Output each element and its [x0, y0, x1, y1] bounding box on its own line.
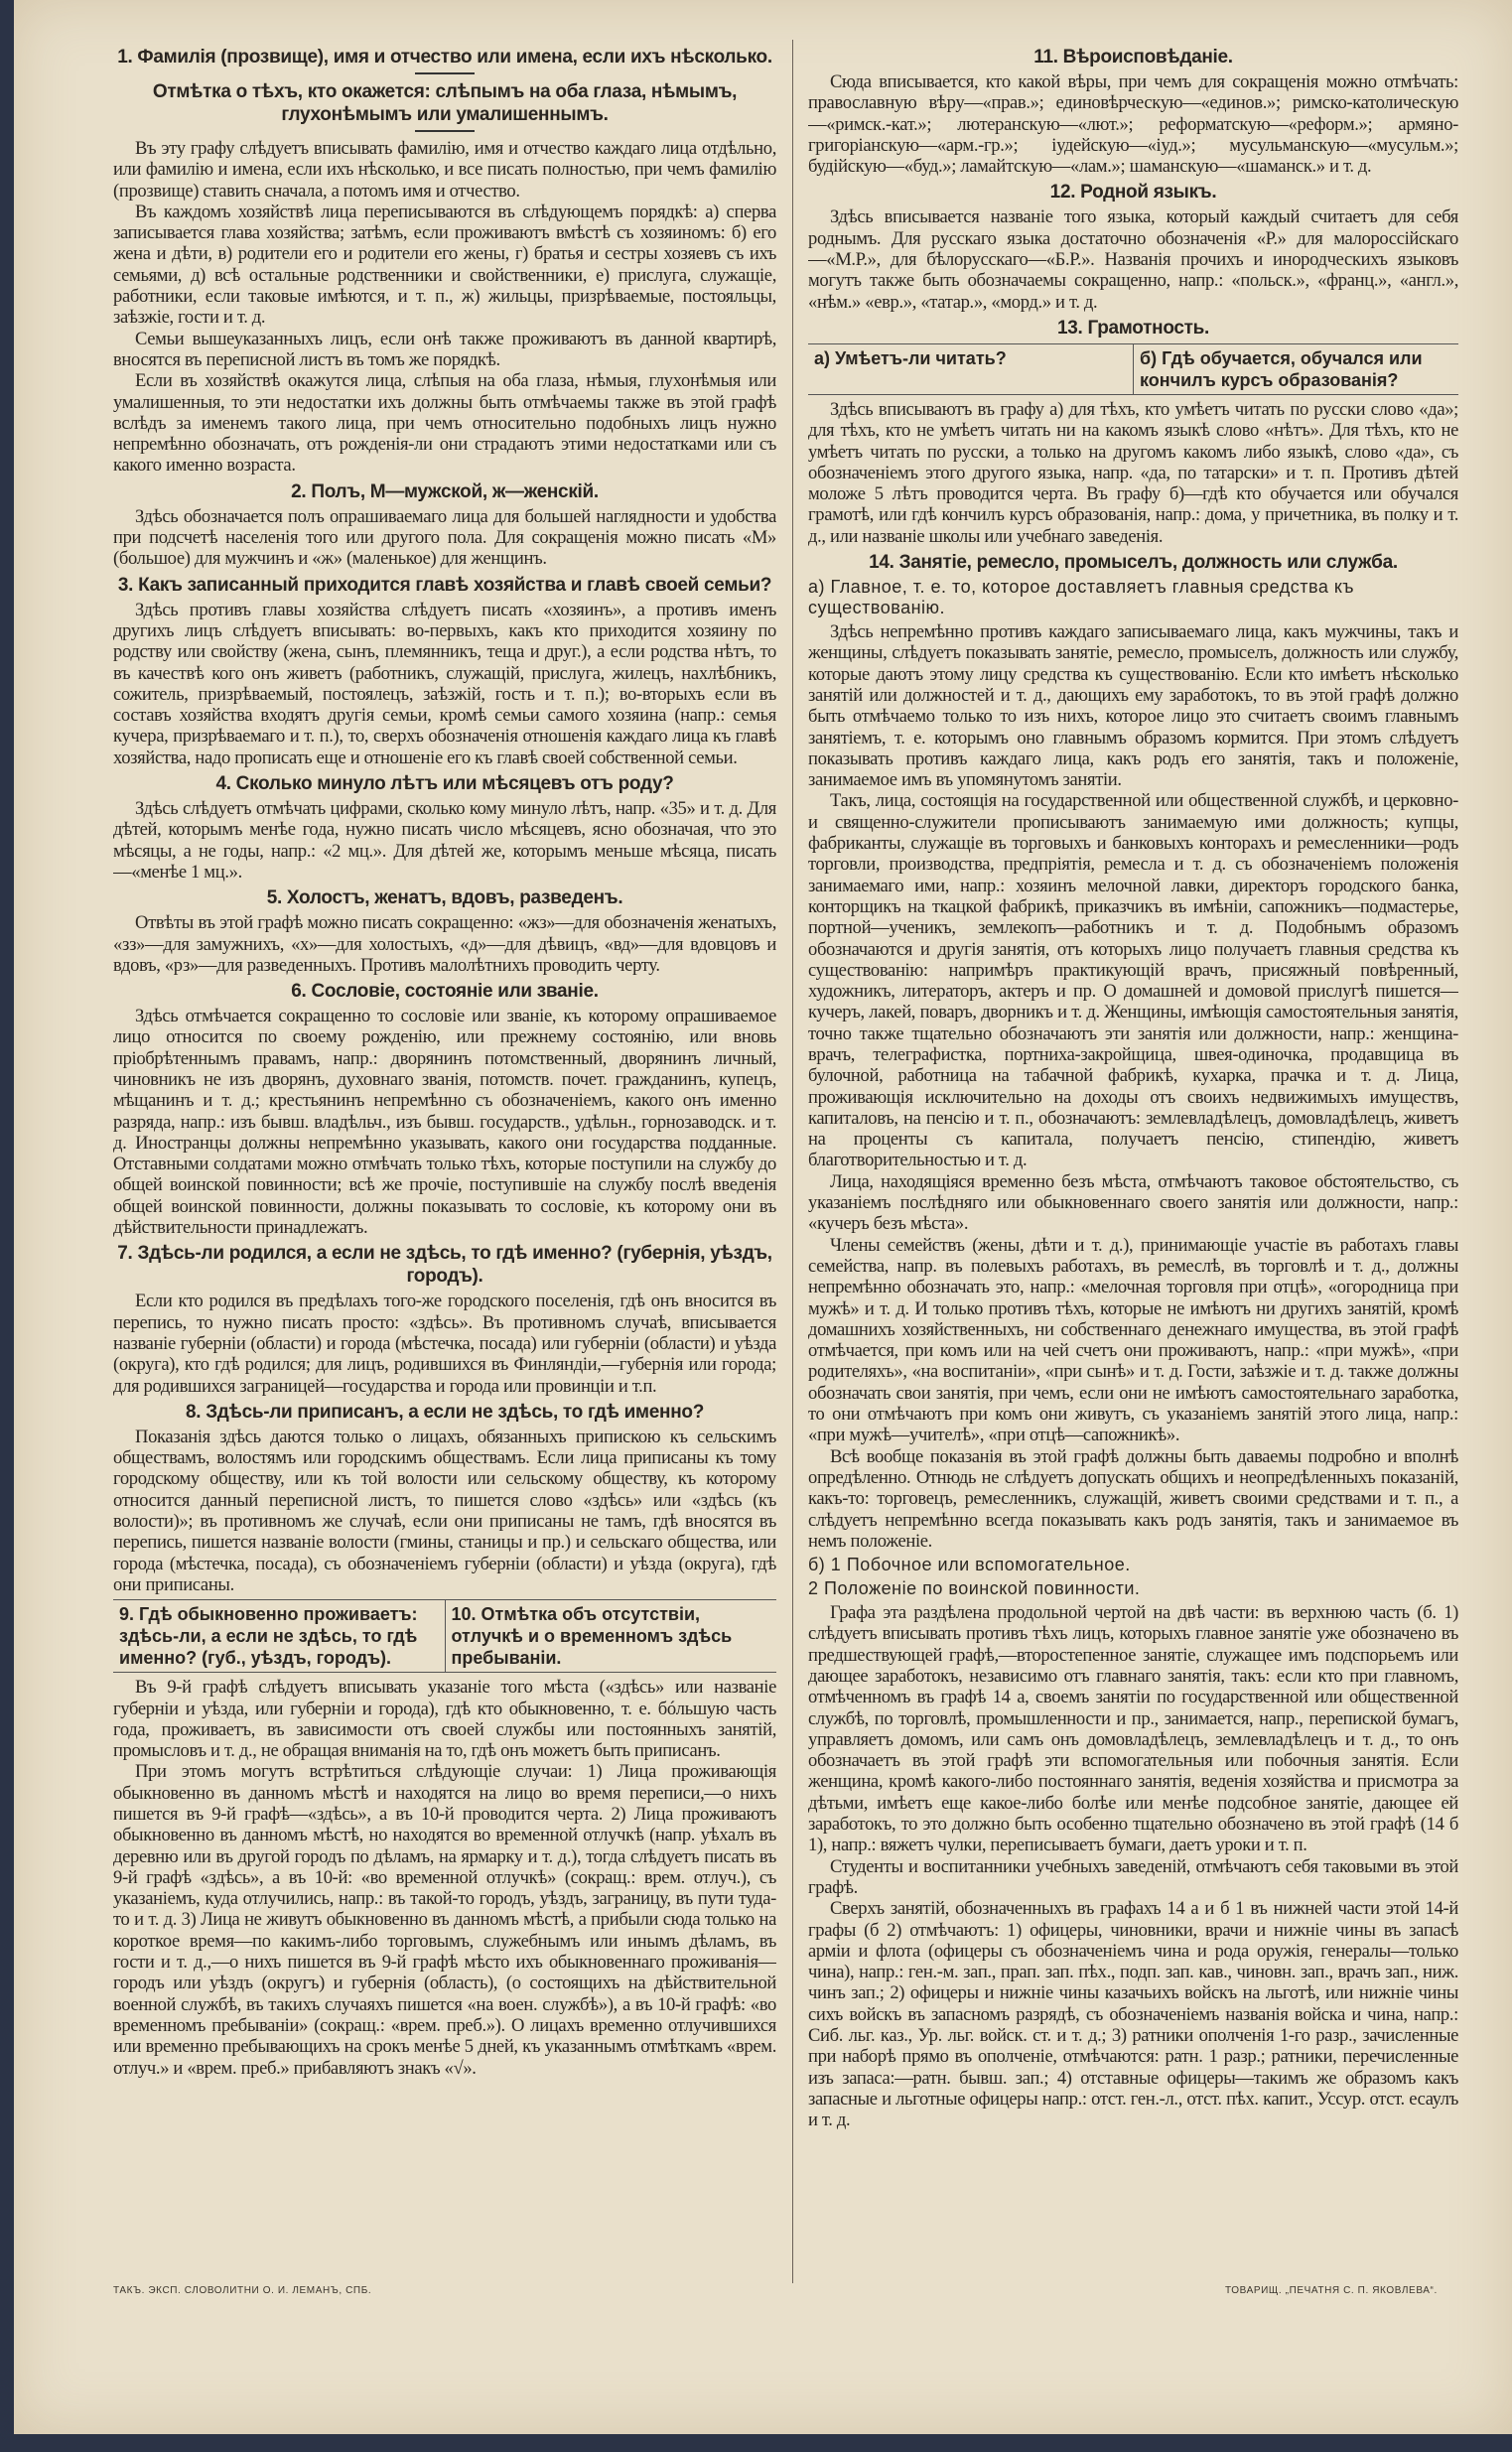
footer-typefoundry: ТАКЪ. ЭКСП. СЛОВОЛИТНИ О. И. ЛЕМАНЪ, СПБ. [113, 2285, 372, 2296]
section-heading: 4. Сколько минуло лѣтъ или мѣсяцевъ отъ роду? [215, 773, 674, 795]
heading-rule [415, 72, 475, 74]
paragraph: Студенты и воспитанники учебныхъ заведеній, отмѣчаютъ себя таковыми въ этой графѣ. [808, 1855, 1458, 1898]
paragraph: Такъ, лица, состоящія на государственной или общественной службѣ, и церковно- и священно-служители прописываютъ занимаемую ими должность; купцы, фабриканты, служащіе въ торговыхъ и банковыхъ конторахъ и ремесленники—родъ торговли, производства, предпріятія, ремесла и т. д. съ обозначеніемъ положенія занимаемаго ими, напр.: хозяинъ мелочной лавки, директоръ городского банка, конторщикъ на ткацкой фабрикѣ, приказчикъ въ имѣніи, сапожникъ—подмастерье, портной—ученикъ, землекопъ—работникъ и т. д. Подобнымъ образомъ обозначаются и другія занятія, отъ которыхъ лицо получаетъ главныя средства къ существованію: напримѣръ практикующій врачъ, присяжный повѣренный, художникъ, литераторъ, актеръ и пр. О домашней и домовой прислугѣ пишется—кучеръ, лакей, поваръ, дворникъ и т. д. Женщины, имѣющія самостоятельныя занятія, точно также тщательно обозначаютъ эти занятія или должности, напр.: женщина-врачъ, телеграфистка, портниха-закройщица, швея-одиночка, продавщица въ булочной, работница на табачной фабрикѣ, кухарка, прачка и т. д. Лица, проживающія исключительно на доходы отъ своихъ недвижимыхъ имуществъ, капиталовъ, на пенсію и т. п., обозначаютъ: землевладѣлецъ, домовладѣлецъ, живетъ на проценты съ капитала, получаетъ пенсію, стипендію, живетъ благотворительностью и т. д. [808, 790, 1458, 1171]
left-column [113, 42, 776, 2280]
paragraph: Здѣсь отмѣчается сокращенно то сословіе или званіе, къ которому опрашиваемое лицо относится по своему рожденію, или прежнему состоянію, или вновь пріобрѣтеннымъ правамъ, напр.: дворянинъ потомственный, дворянинъ личный, чиновникъ не изъ дворянъ, духовнаго званія, потомств. почет. гражданинъ, купецъ, мѣщанинъ и т. д.; крестьянинъ непремѣнно съ обозначеніемъ, какого онъ именно разряда, напр.: изъ бывш. владѣльч., изъ бывш. государств., удѣльн., горнозаводск. и т. д. Иностранцы должны непремѣнно указывать, какого они государства подданные. Отставными солдатами можно отмѣчать только тѣхъ, которые поступили на службу до общей воинской повинности; всѣ же прочіе, поступившіе на службу послѣ введенія общей воинской повинности, должны показывать то сословіе, къ которому они въ дѣйствительности принадлежатъ. [113, 1006, 776, 1239]
section-heading: 2. Полъ, М—мужской, ж—женскій. [291, 480, 599, 502]
section-heading: 12. Родной языкъ. [1049, 182, 1217, 204]
paragraph: Отвѣты въ этой графѣ можно писать сокращенно: «жз»—для обозначенія женатыхъ, «зз»—для замужнихъ, «х»—для холостыхъ, «д»—для дѣвицъ, «вд»—для вдовцовъ и вдовъ, «рз»—для разведенныхъ. Противъ малолѣтнихъ проводить черту. [113, 912, 776, 976]
section-heading: 1. Фамилія (прозвище), имя и отчество или имена, если ихъ нѣсколько. [117, 47, 772, 68]
paragraph: При этомъ могутъ встрѣтиться слѣдующіе случаи: 1) Лица проживающія обыкновенно въ данномъ мѣстѣ и находятся на лицо во время переписи,—о нихъ пишется въ 9-й графѣ—«здѣсь», а въ 10-й проводится черта. 2) Лица проживаютъ обыкновенно въ данномъ мѣстѣ, но находятся во временной отлучкѣ (напр. уѣхалъ въ деревню или въ другой городъ по дѣламъ, на ярмарку и т. д.), тогда слѣдуетъ писать въ 9-й графѣ «здѣсь», а въ 10-й: «во временной отлучкѣ» (сокращ.: врем. отлуч.), съ указаніемъ, куда отлучились, напр.: въ такой-то городъ, уѣздъ, заграницу, въ пути туда-то и т. д. 3) Лица не живутъ обыкновенно въ данномъ мѣстѣ, а прибыли сюда только на короткое время—по какимъ-либо торговымъ, служебнымъ или инымъ дѣламъ, въ гости и т. д.,—о нихъ пишется въ 9-й графѣ мѣсто ихъ обыкновеннаго проживанія—городъ или уѣздъ (округъ) и губернія (область), (о состоящихъ на дѣйствительной военной службѣ, въ такихъ случаяхъ пишется «на воен. службѣ»), а въ 10-й графѣ: «во временномъ пребываніи» (сокращ.: «врем. преб.»). О лицахъ временно отлучившихся или временно пребывающихъ на срокъ менѣе 5 дней, къ указаннымъ отмѣткамъ «врем. отлуч.» и «врем. преб.» прибавляютъ знакъ «√». [113, 1761, 776, 2079]
paragraph: Здѣсь непремѣнно противъ каждаго записываемаго лица, какъ мужчины, такъ и женщины, слѣдуетъ показывать занятіе, ремесло, промыселъ, должность или службу, которые даютъ этому лицу средства къ существованію. Если кто имѣетъ нѣсколько занятій или должностей и т. д., дающихъ ему заработокъ, то въ этой графѣ должно быть отмѣчаемо только то изъ нихъ, которое лицо это считаетъ своимъ главнымъ занятіемъ, т. е. которымъ оно главнымъ образомъ кормится. При этомъ слѣдуетъ показывать противъ каждаго лица, какъ родъ его занятія, такъ и положеніе, занимаемое имъ въ упомянутомъ занятіи. [808, 621, 1458, 791]
paragraph: Лица, находящіяся временно безъ мѣста, отмѣчаютъ таковое обстоятельство, съ указаніемъ послѣдняго или обыкновеннаго своего занятія или должности, напр.: «кучеръ безъ мѣста». [808, 1170, 1458, 1235]
section-heading: 8. Здѣсь-ли приписанъ, а если не здѣсь, то гдѣ именно? [185, 1401, 705, 1423]
column-divider [792, 40, 793, 2283]
paragraph: Семьи вышеуказанныхъ лицъ, если онѣ также проживаютъ въ данной квартирѣ, вносятся въ переписной листъ въ томъ же порядкѣ. [113, 328, 776, 370]
split-heading [808, 343, 1458, 395]
paragraph: Всѣ вообще показанія въ этой графѣ должны быть даваемы подробно и вполнѣ опредѣленно. Отнюдь не слѣдуетъ допускать общихъ и неопредѣленныхъ показаній, какъ-то: торговецъ, ремесленникъ, служащій, живетъ своими средствами и т. п., а слѣдуетъ непремѣнно всегда показывать какъ родъ занятія, такъ и занимаемое въ немъ положеніе. [808, 1445, 1458, 1552]
paragraph: Здѣсь обозначается полъ опрашиваемаго лица для большей наглядности и удобства при подсчетѣ населенія того или другого пола. Для сокращенія можно писать «М» (большое) для мужчинъ и «ж» (маленькое) для женщинъ. [113, 505, 776, 570]
paragraph: Если въ хозяйствѣ окажутся лица, слѣпыя на оба глаза, нѣмыя, глухонѣмыя или умалишенныя, то эти недостатки ихъ должны быть отмѣчаемы также въ этой графѣ вслѣдъ за именемъ такого лица, при чемъ относительно подобныхъ лицъ нужно непремѣнно обозначать, отъ рожденія-ли они страдаютъ этими недостатками или съ какого именно возраста. [113, 370, 776, 477]
footer-printer: ТОВАРИЩ. „ПЕЧАТНЯ С. П. ЯКОВЛЕВА“. [1225, 2285, 1438, 2296]
section-heading: 13. Грамотность. [1056, 317, 1210, 339]
section-heading: Отмѣтка о тѣхъ, кто окажется: слѣпымъ на оба глаза, нѣмымъ, глухонѣмымъ или умалишеннымъ. [152, 81, 738, 125]
paragraph: Сверхъ занятій, обозначенныхъ въ графахъ 14 а и б 1 въ нижней части этой 14-й графы (б 2) отмѣчаютъ: 1) офицеры, чиновники, врачи и нижніе чины въ запасѣ арміи и флота (офицеры съ обозначеніемъ чина и рода оружія, генералы—только чина), напр.: ген.-м. зап., прап. зап. пѣх., подп. зап. кав., чиновн. зап., врачъ зап., ниж. чинъ зап.; 2) офицеры и нижніе чины казачьихъ войскъ на льготѣ, или нижніе чины сихъ войскъ въ запасномъ разрядѣ, съ обозначеніемъ названія войска и чина, напр.: Сиб. льг. каз., Ур. льг. войск. ст. и т. д.; 3) ратники ополченія 1-го разр., зачисленные при наборѣ прямо въ ополченіе, отмѣчаются: ратн. 1 разр.; ратники, перечисленные изъ запаса:—ратн. бывш. зап.; 4) отставные офицеры—такимъ же образомъ какъ запасные и льготные офицеры напр.: отст. ген.-л., отст. пѣх. капит., Уссур. отст. есаулъ и т. д. [808, 1898, 1458, 2131]
paragraph: Здѣсь вписываютъ въ графу а) для тѣхъ, кто умѣетъ читать по русски слово «да»; для тѣхъ, кто не умѣетъ читать ни на какомъ языкѣ слово «нѣтъ». Для тѣхъ, кто не умѣетъ читать по русски, а только на другомъ какомъ либо языкѣ, слово «да», съ обозначеніемъ этого другого языка, напр. «да, по татарски» и т. п. Противъ дѣтей моложе 5 лѣтъ проводится черта. Въ графу б)—гдѣ кто обучается или обучался грамотѣ, или гдѣ кончилъ курсъ образованія, напр.: дома, у причетника, въ полку и т. д., или названіе школы или учебнаго заведенія. [808, 398, 1458, 547]
section-heading: 3. Какъ записанный приходится главѣ хозяйства и главѣ своей семьи? [117, 574, 772, 596]
paragraph: Графа эта раздѣлена продольной чертой на двѣ части: въ верхнюю часть (б. 1) слѣдуетъ вписывать противъ тѣхъ лицъ, которыхъ главное занятіе уже обозначено въ предшествующей графѣ,—второстепенное занятіе, служащее имъ подспорьемъ или дающее заработокъ, независимо отъ главнаго занятія, такъ: если кто при главномъ, отмѣченномъ въ графѣ 14 а, своемъ занятіи по государственной или общественной службѣ, по торговлѣ, промышленности и пр., занимается, напр., перепиской бумагъ, управляетъ домомъ, или самъ онъ домовладѣлецъ, землевладѣлецъ и т. д., то онъ обозначаетъ въ этой графѣ эти вспомогательныя или побочныя занятія. Если женщина, кромѣ какого-либо постояннаго занятія, веденія хозяйства и присмотра за дѣтьми, имѣетъ еще какое-либо болѣе или менѣе подсобное занятіе, дающее ей заработокъ, то это должно быть особенно тщательно обозначено въ этой графѣ (14 б 1), напр.: вяжетъ чулки, переписываетъ бумаги, даетъ уроки и т. п. [808, 1602, 1458, 1856]
paragraph: Если кто родился въ предѣлахъ того-же городского поселенія, гдѣ онъ вносится въ перепись, то нужно писать просто: «здѣсь». Въ противномъ случаѣ, вписывается названіе губерніи (области) и города (мѣстечка, посада) или губерніи (области) и уѣзда (округа), кто гдѣ родился; для лицъ, родившихся въ Финляндіи,—губернія или города; для родившихся заграницей—государства и города или провинціи и т.п. [113, 1291, 776, 1397]
paragraph: Въ 9-й графѣ слѣдуетъ вписывать указаніе того мѣста («здѣсь» или названіе губерніи и уѣзда, или губерніи и города), гдѣ кто обыкновенно, т. е. бóльшую часть года, проживаетъ, въ зависимости отъ своей службы или постоянныхъ занятій, промысловъ и т. д., не обращая вниманія на то, гдѣ онъ можетъ быть приписанъ. [113, 1677, 776, 1762]
paragraph: Члены семействъ (жены, дѣти и т. д.), принимающіе участіе въ работахъ главы семейства, напр. въ полевыхъ работахъ, въ ремеслѣ, въ торговлѣ и т. д., должны непремѣнно обозначать это, напр.: «мелочная торговля при отцѣ», «огородница при мужѣ» и т. д. И только противъ тѣхъ, которые не имѣютъ ни другихъ занятій, кромѣ домашнихъ хозяйственныхъ, ни собственнаго денежнаго имущества, въ этой графѣ отмѣчается, при комъ или на чей счетъ они проживаютъ, напр.: «при мужѣ», «при родителяхъ», «на воспитаніи», «при сынѣ» и т. д. Гости, заѣзжіе и т. д. также должны обозначать свои занятія, при чемъ, если они не имѣютъ самостоятельнаго заработка, то они отмѣчаютъ при комъ они живутъ, съ указаніемъ занятій этого лица, напр.: «при мужѣ—учителѣ», «при отцѣ—сапожникѣ». [808, 1234, 1458, 1446]
split-heading-cell: а) Умѣетъ-ли читать? [808, 344, 1134, 394]
split-heading-cell: 9. Гдѣ обыкновенно проживаетъ: здѣсь-ли, а если не здѣсь, то гдѣ именно? (губ., уѣздъ, городъ). [113, 1600, 446, 1672]
paragraph: Въ каждомъ хозяйствѣ лица переписываются въ слѣдующемъ порядкѣ: а) сперва записывается глава хозяйства; затѣмъ, если проживаютъ вмѣстѣ съ хозяиномъ: б) его жена и дѣти, в) родители его и родители его жены, г) братья и сестры хозяевъ съ ихъ семьями, д) всѣ остальные родственники и свойственники, е) прислуга, служащіе, работники, если таковые имѣются, и т. п., ж) жильцы, призрѣваемые, постояльцы, заѣзжіе, гости и т. д. [113, 201, 776, 329]
split-heading [113, 1599, 776, 1673]
subsection-heading: а) Главное, т. е. то, которое доставляетъ главныя средства къ существованію. [808, 577, 1354, 618]
paragraph: Въ эту графу слѣдуетъ вписывать фамилію, имя и отчество каждаго лица отдѣльно, или фамилію и имена, если ихъ нѣсколько, и все писать полностью, при чемъ фамилію (прозвище) ставить сначала, а потомъ имя и отчество. [113, 138, 776, 202]
paragraph: Здѣсь вписывается названіе того языка, который каждый считаетъ для себя роднымъ. Для русскаго языка достаточно обозначенія «Р.» для малороссійскаго—«М.Р.», для бѣлорусскаго—«Б.Р.». Названія прочихъ и инородческихъ языковъ могутъ также быть обозначаемы сокращенно, напр.: «польск.», «франц.», «англ.», «нѣм.» «евр.», «татар.», «морд.» и т. д. [808, 206, 1458, 313]
section-heading: 6. Сословіе, состояніе или званіе. [291, 981, 599, 1003]
right-column [808, 42, 1458, 2280]
paragraph: Здѣсь слѣдуетъ отмѣчать цифрами, сколько кому минуло лѣтъ, напр. «35» и т. д. Для дѣтей, которымъ менѣе года, нужно писать число мѣсяцевъ, ясно обозначая, что это мѣсяцы, а не годы, напр.: «2 мц.». Для дѣтей же, которымъ меньше мѣсяца, писать—«менѣе 1 мц.». [113, 798, 776, 883]
heading-rule [415, 130, 475, 132]
split-heading-cell: 10. Отмѣтка объ отсутствіи, отлучкѣ и о временномъ здѣсь пребываніи. [451, 1604, 733, 1669]
section-heading: 11. Вѣроисповѣданіе. [1033, 47, 1233, 68]
subsection-heading: б) 1 Побочное или вспомогательное. [808, 1555, 1131, 1575]
paragraph: Показанія здѣсь даются только о лицахъ, обязанныхъ припискою къ сельскимъ обществамъ, волостямъ или городскимъ обществамъ. Если лица приписаны къ тому городскому обществу, или къ той волости или сельскому обществу, къ которому относится данный переписной листъ, то пишется слово «здѣсь» или «здѣсь (къ волости)»; въ противномъ же случаѣ, если они приписаны не тамъ, гдѣ вносятся въ перепись, пишется названіе волости (гмины, станицы и пр.) и сельскаго общества, или города (мѣстечка, посада), съ обозначеніемъ губерніи (области) и уѣзда (округа), гдѣ они приписаны. [113, 1426, 776, 1595]
census-instruction-sheet [14, 0, 1512, 2434]
split-heading-cell: б) Гдѣ обучается, обучался или кончилъ курсъ образованія? [1140, 347, 1423, 390]
section-heading: 14. Занятіе, ремесло, промыселъ, должность или служба. [869, 552, 1398, 574]
paragraph: Здѣсь противъ главы хозяйства слѣдуетъ писать «хозяинъ», а противъ именъ другихъ лицъ слѣдуетъ вписывать: во-первыхъ, какъ кто приходится хозяину по родству или свойству (жена, сынъ, племянникъ, теща и друг.), а если родства нѣтъ, то въ качествѣ кого онъ живетъ (работникъ, служащій, прислуга, жилецъ, нахлѣбникъ, сожитель, призрѣваемый, постоялецъ, заѣзжій, гость и т. п.); во-вторыхъ если въ составъ хозяйства входятъ другія семьи, кромѣ семьи самого хозяина (напр.: семья кучера, призрѣваемаго и т. п.), то, сверхъ обозначенія отношенія каждаго лица къ главѣ хозяйства, надо прописать еще и отношеніе его къ главѣ своей собственной семьи. [113, 599, 776, 768]
paragraph: Сюда вписывается, кто какой вѣры, при чемъ для сокращенія можно отмѣчать: православную вѣру—«прав.»; единовѣрческую—«единов.»; римско-католическую—«римск.-кат.»; лютеранскую—«лют.»; реформатскую—«реформ.»; армяно-григоріанскую—«арм.-гр.»; іудейскую—«іуд.»; мусульманскую—«мусульм.»; будійскую—«буд.»; ламайтскую—«лам.»; шаманскую—«шаманск.» и т. д. [808, 71, 1458, 178]
section-heading: 7. Здѣсь-ли родился, а если не здѣсь, то гдѣ именно? (губернія, уѣздъ, городъ). [117, 1243, 772, 1288]
section-heading: 5. Холостъ, женатъ, вдовъ, разведенъ. [266, 887, 623, 909]
subsection-heading: 2 Положеніе по воинской повинности. [808, 1578, 1141, 1599]
